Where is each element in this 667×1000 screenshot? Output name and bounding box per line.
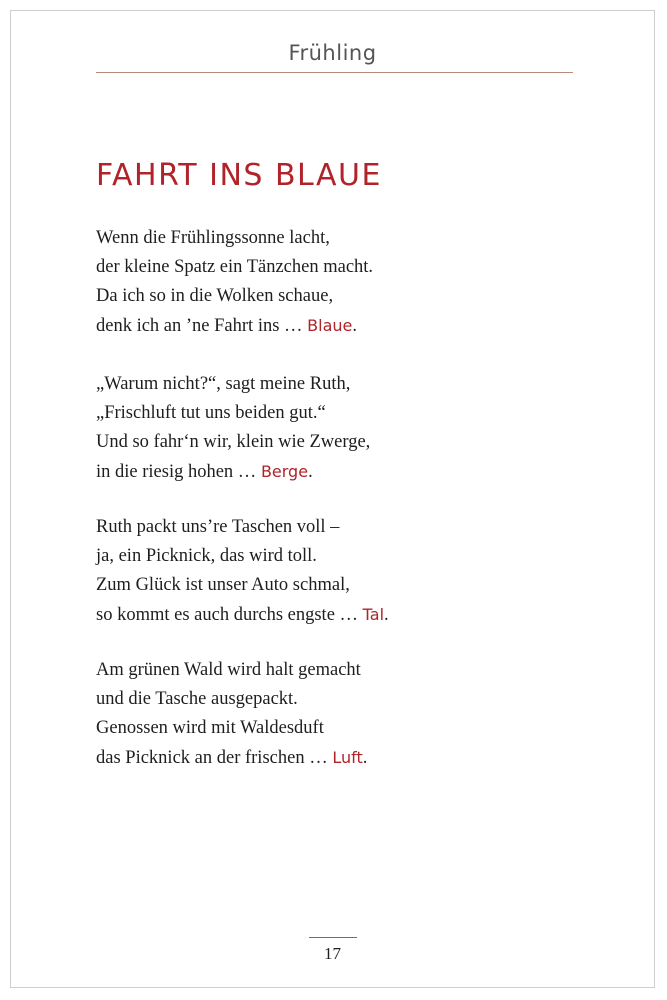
poem-line: Am grünen Wald wird halt gemacht [96, 660, 361, 680]
poem-line: „Frischluft tut uns beiden gut.“ [96, 403, 326, 423]
rhyme-word: Luft [332, 748, 363, 767]
book-page [10, 10, 655, 988]
line-end: . [352, 316, 358, 336]
stanza-4 [96, 656, 367, 773]
poem-line: ja, ein Picknick, das wird toll. [96, 546, 317, 566]
rhyme-word: Tal [362, 605, 385, 624]
line-text: denk ich an ’ne Fahrt ins … [96, 316, 308, 336]
section-title: Frühling [288, 41, 377, 65]
rhyme-word: Berge [260, 462, 309, 481]
poem-line: Ruth packt uns’re Taschen voll – [96, 517, 340, 537]
line-end: . [384, 605, 389, 625]
poem-title: FAHRT INS BLAUE [96, 158, 382, 193]
rhyme-word: Blaue [307, 316, 353, 335]
stanza-1 [96, 224, 373, 341]
poem-line: Und so fahr‘n wir, klein wie Zwerge, [96, 432, 371, 452]
poem-line-last [96, 743, 367, 773]
poem-line: Zum Glück ist unser Auto schmal, [96, 575, 350, 595]
line-end: . [308, 462, 313, 482]
poem-line-last [96, 600, 389, 630]
line-end: . [362, 748, 368, 768]
poem-line-last [96, 457, 370, 487]
line-text: das Picknick an der frischen … [96, 748, 333, 768]
line-text: so kommt es auch durchs engste … [96, 605, 363, 625]
poem-line: und die Tasche ausgepackt. [96, 689, 298, 709]
poem-line: Da ich so in die Wolken schaue, [96, 286, 334, 306]
poem-line-last [96, 311, 373, 341]
poem-line: der kleine Spatz ein Tänzchen macht. [96, 257, 374, 277]
footer-divider [309, 937, 357, 938]
poem-line: „Warum nicht?“, sagt meine Ruth, [96, 374, 351, 394]
line-text: in die riesig hohen … [96, 462, 261, 482]
stanza-3 [96, 513, 389, 630]
page-number: 17 [324, 944, 341, 963]
stanza-2 [96, 370, 370, 487]
poem-line: Wenn die Frühlingssonne lacht, [96, 228, 330, 248]
header-divider [96, 72, 573, 73]
poem-line: Genossen wird mit Waldesduft [96, 718, 324, 738]
